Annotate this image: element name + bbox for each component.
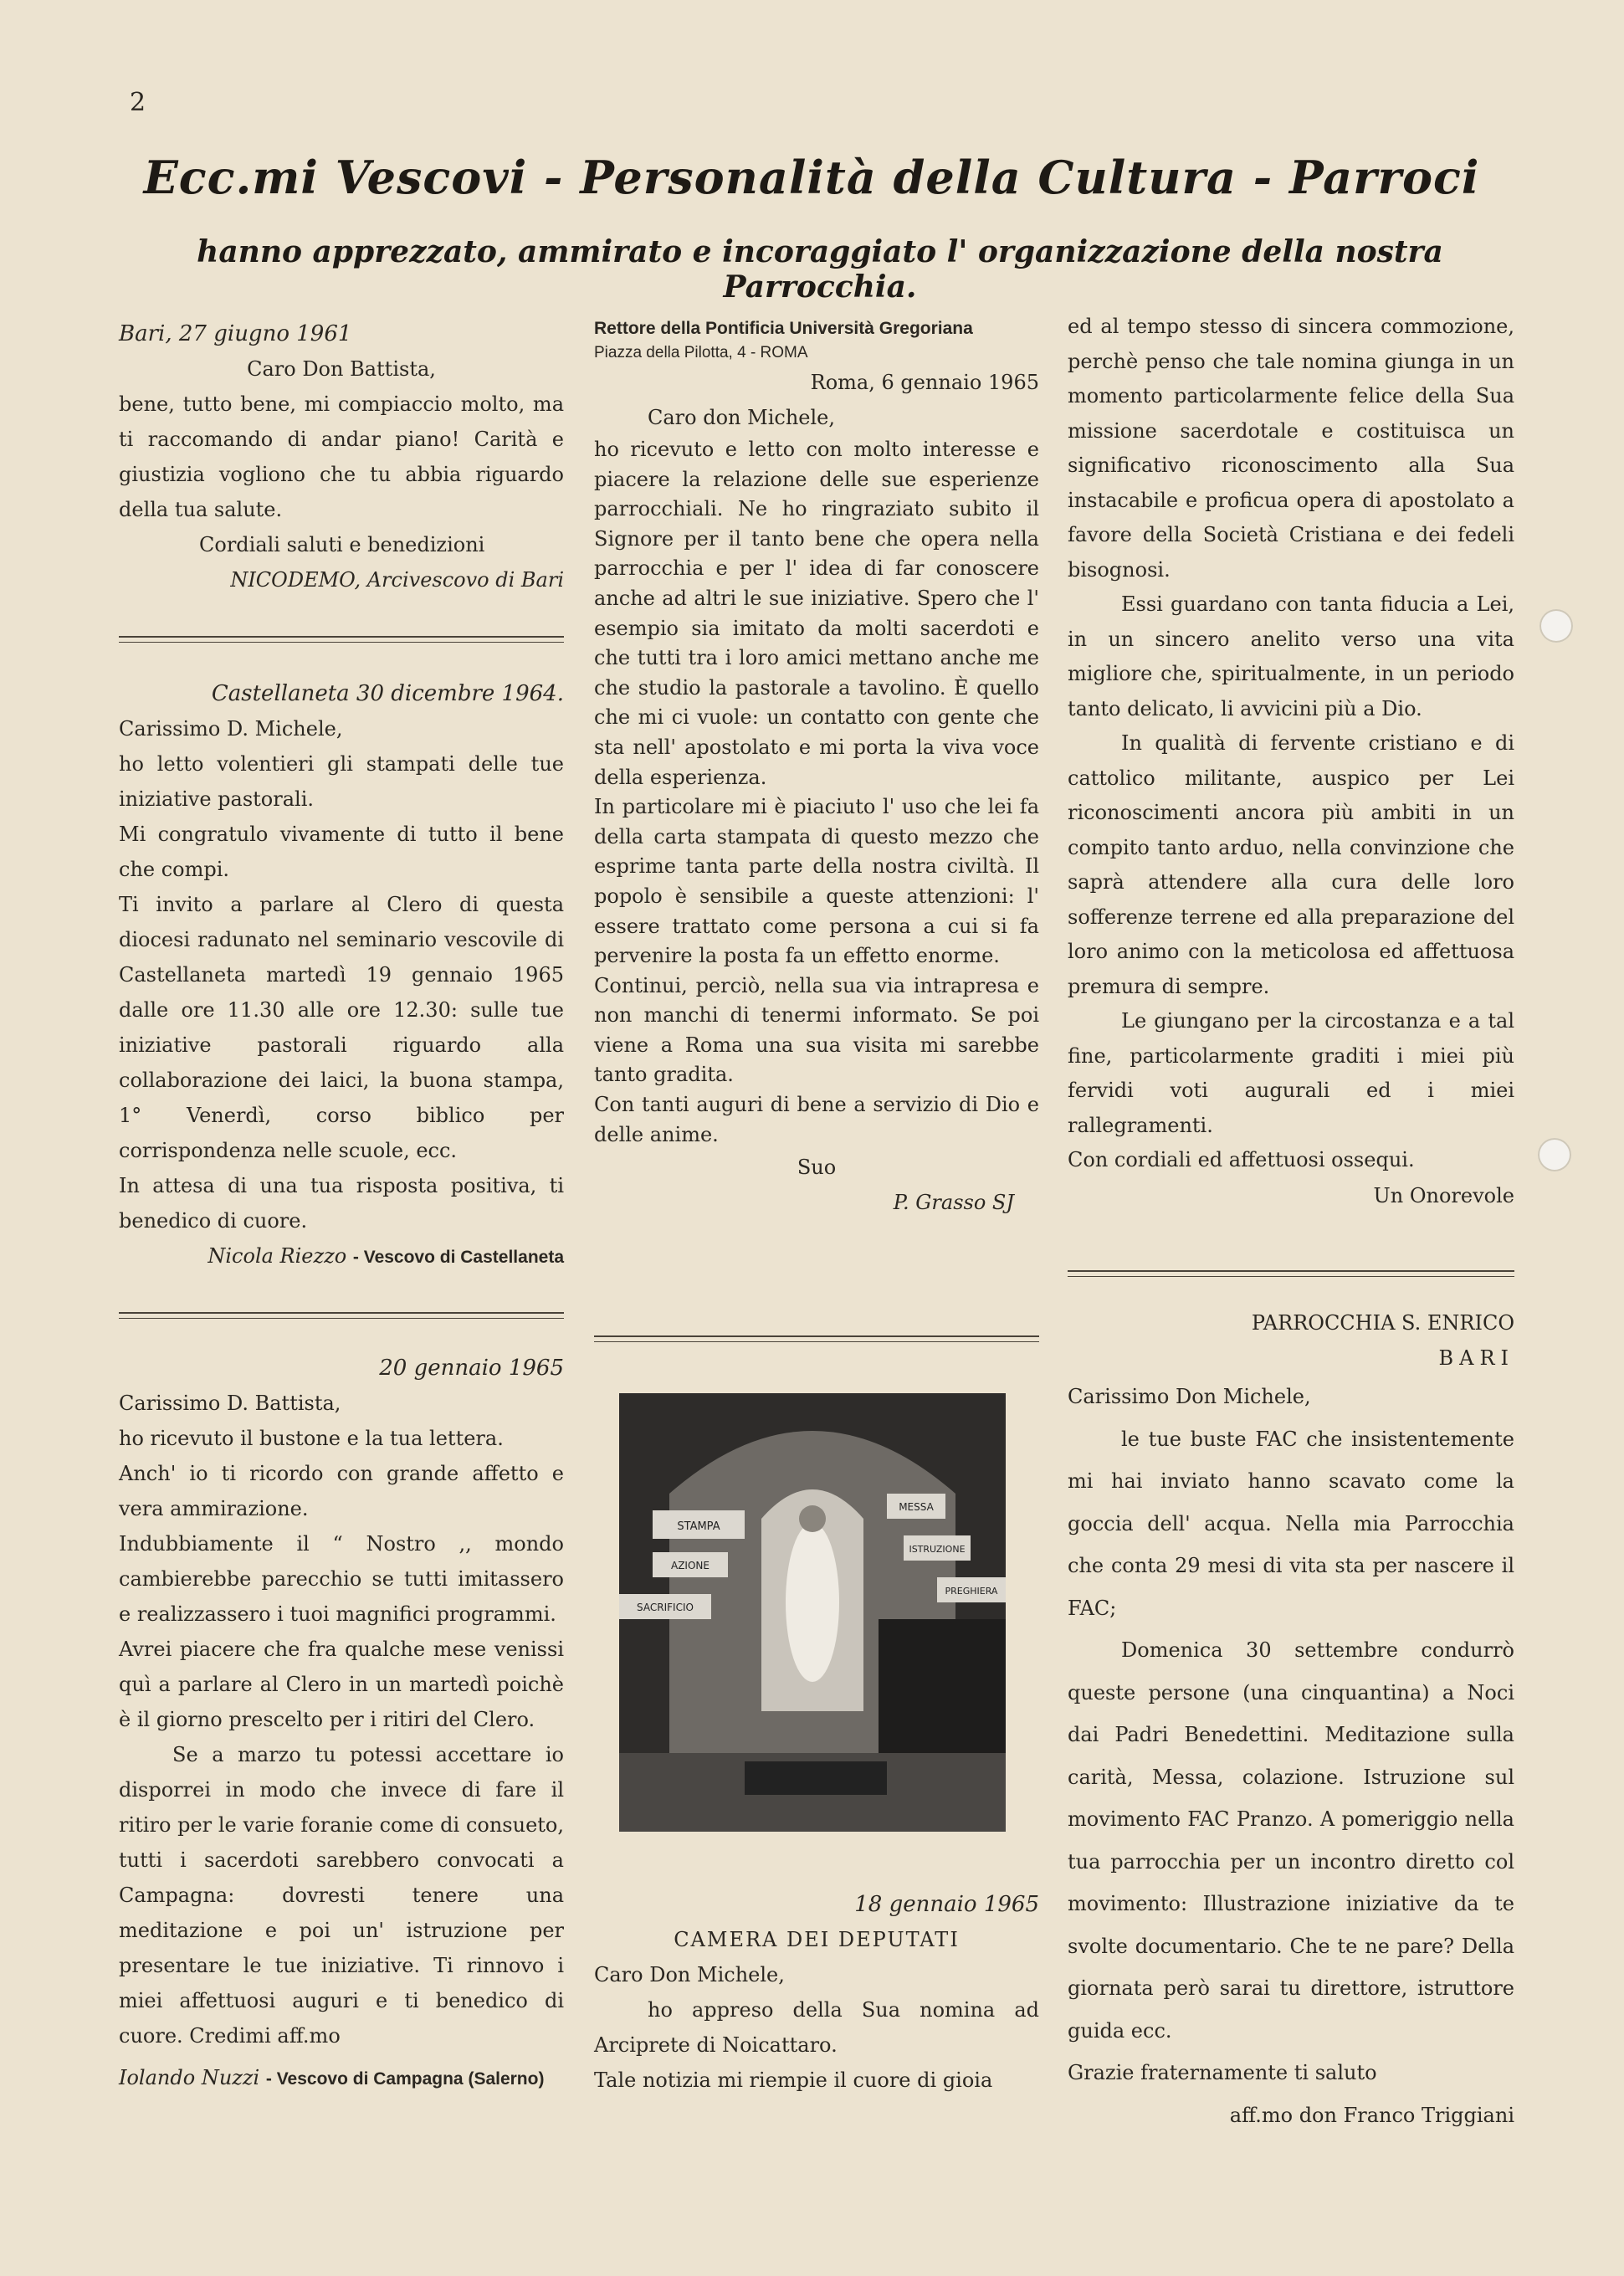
sign-label: SACRIFICIO [637,1602,694,1613]
letter-signature: aff.mo don Franco Triggiani [1229,2103,1514,2127]
letterhead-address: Piazza della Pilotta, 4 - ROMA [594,344,808,361]
letter-date: Castellaneta 30 dicembre 1964. [211,681,564,706]
letter-body: Continui, perciò, nella sua via intrapresa e non manchi di tenermi informato. Se poi viene a Roma una sua visita mi sarebbe tanto gradita. [594,973,1039,1087]
signature-title: - Vescovo di Campagna (Salerno) [265,2069,545,2089]
letter-body: In attesa di una tua risposta positiva, ti benedico di cuore. [119,1174,564,1233]
sign-label: PREGHIERA [945,1586,998,1597]
binder-hole [1539,609,1573,643]
letter-body: Se a marzo tu potessi accettare io disporrei in modo che invece di fare il ritiro per le varie foranie come di consueto, tutti i sacerdoti sarebbero convocati a Campagna: dovresti tenere una meditazione e poi un' istruzione per presentare le tue iniziative. Ti rinnovo i miei affettuosi auguri e ti benedico di cuore. Credimi aff.mo [119,1743,564,2048]
column-2 [594,316,1039,2140]
letter-salutation: Caro don Michele, [648,406,835,429]
divider [119,1312,564,1319]
letter-closing: Suo [797,1156,837,1180]
letter-salutation: Carissimo Don Michele, [1068,1385,1311,1408]
letter-camera [594,1887,1039,2098]
letter-date: Bari, 27 giugno 1961 [119,321,352,346]
letter-date: Roma, 6 gennaio 1965 [810,371,1039,394]
letter-heading: CAMERA DEI DEPUTATI [674,1928,960,1951]
letter-body: In particolare mi è piaciuto l' uso che lei fa della carta stampata di questo mezzo che esprime tanta parte della nostra civiltà. Il popolo è sensibile a queste attenzioni: l' essere trattato come persona a cui si fa pervenire la posta fa un effetto enorme. [594,795,1039,968]
letter-signature: P. Grasso SJ [893,1191,1014,1215]
letter-signature: NICODEMO, Arcivescovo di Bari [230,568,564,592]
letter-body: Le giungano per la circostanza e a tal fine, particolarmente graditi i miei più fervidi voti augurali ed i miei rallegramenti. [1068,1009,1514,1137]
letter-heading: BARI [1438,1346,1514,1370]
letter-body: Con tanti auguri di bene a servizio di Dio e delle anime. [594,1093,1039,1146]
signature-name: Nicola Riezzo [207,1244,347,1268]
letter-body: Mi congratulo vivamente di tutto il bene che compi. [119,823,564,881]
sign-label: STAMPA [677,1520,720,1533]
letter-salutation: Carissimo D. Michele, [119,717,343,741]
letter-signature: Un Onorevole [1373,1183,1514,1207]
letter-body: ho letto volentieri gli stampati delle tue iniziative pastorali. [119,752,564,811]
letter-body: ed al tempo stesso di sincera commozione, perchè penso che tale nomina giunga in un momento particolarmente felice della Sua missione sacerdotale e costituisca un significativo riconoscimento alla Sua instacabile e proficua opera di apostolato a favore della Società Cristiana e dei fedeli bisognosi. [1068,315,1514,582]
letter-body: ho appreso della Sua nomina ad Arciprete di Noicattaro. [594,1998,1039,2057]
letter-date: 18 gennaio 1965 [854,1892,1039,1917]
column-2-lower [594,1887,1039,2138]
letter-closing: Con cordiali ed affettuosi ossequi. [1068,1148,1415,1171]
church-photo [619,1393,1006,1832]
letter-gregoriana [594,316,1039,1220]
signature-name: Iolando Nuzzi [119,2066,260,2089]
signature-title: - Vescovo di Castellaneta [352,1248,564,1267]
sign-label: MESSA [899,1501,934,1513]
letter-body: bene, tutto bene, mi compiaccio molto, ma ti raccomando di andar piano! Carità e giustizia vogliono che tu abbia riguardo della tua salute. [119,392,564,521]
divider [594,1335,1039,1342]
letter-body: Anch' io ti ricordo con grande affetto e vera ammirazione. [119,1462,564,1520]
divider [119,636,564,643]
sign-label: ISTRUZIONE [909,1544,966,1555]
page-subtitle: hanno apprezzato, ammirato e incoraggiato l' organizzazione della nostra Parrocchia. [197,234,1443,305]
letter-closing: Cordiali saluti e benedizioni [199,533,485,556]
divider [1068,1270,1514,1277]
photo-icon [619,1393,1006,1832]
column-1 [119,316,564,2140]
page-title: Ecc.mi Vescovi - Personalità della Cultura - Parroci [143,151,1480,204]
letter-body: Domenica 30 settembre condurrò queste persone (una cinquantina) a Noci dai Padri Benedettini. Meditazione sulla carità, Messa, colazione. Istruzione sul movimento FAC Pranzo. A pomeriggio nella tua parrocchia per un incontro diretto col movimento: Illustrazione iniziative da te svolte documentario. Che te ne pare? Della giornata però sarai tu direttore, istruttore guida ecc. [1068,1638,1514,2043]
letter-body: In qualità di fervente cristiano e di cattolico militante, auspico per Lei riconoscimenti ancora più ambiti in un compito tanto arduo, nella convinzione che saprà attendere alla cura delle loro sofferenze terrene ed alla preparazione del loro animo con la meticolosa ed affettuosa premura di sempre. [1068,731,1514,998]
letter-salutation: Caro Don Battista, [247,357,436,381]
letter-date: 20 gennaio 1965 [379,1356,564,1381]
letter-salutation: Caro Don Michele, [594,1963,785,1986]
letter-body: Avrei piacere che fra qualche mese venissi quì a parlare al Clero in un martedì poichè è il giorno prescelto per i ritiri del Clero. [119,1638,564,1731]
letterhead-line: Rettore della Pontificia Università Gregoriana [594,319,973,338]
letter-body: le tue buste FAC che insistentemente mi hai inviato hanno scavato come la goccia dell' acqua. Nella mia Parrocchia che conta 29 mesi di vita sta per nascere il FAC; [1068,1427,1514,1620]
letter-parrocchia [1068,1305,1514,2136]
letter-body: ho ricevuto il bustone e la tua lettera. [119,1427,504,1450]
letter-salutation: Carissimo D. Battista, [119,1392,341,1415]
letter-castellaneta [119,676,564,1275]
column-3 [1068,310,1514,2142]
letter-campagna [119,1351,564,2097]
sign-label: AZIONE [671,1560,710,1571]
page-number: 2 [130,88,146,117]
letter-body: ho ricevuto e letto con molto interesse e piacere la relazione delle sue esperienze parrocchiali. Ne ho ringraziato subito il Signore per il tanto bene che opera nella parrocchia e per l' idea di far conoscere anche ad altri le sue iniziative. Spero che l' esempio sia imitato da molti sacerdoti e che tutti tra i loro amici mettano anche me che studio la pastorale a tavolino. È quello che mi ci vuole: un contatto con gente che sta nell' apostolato e mi porta la viva voce della esperienza. [594,438,1039,789]
letter-camera-continued [1068,310,1514,1213]
letter-body: Essi guardano con tanta fiducia a Lei, in un sincero anelito verso una vita migliore che, spiritualmente, in un periodo tanto delicato, li avvicini più a Dio. [1068,592,1514,720]
letter-bari [119,316,564,597]
letter-closing: Grazie fraternamente ti saluto [1068,2061,1377,2084]
letter-body: Indubbiamente il “ Nostro ,, mondo cambierebbe parecchio se tutti imitassero e realizzassero i tuoi magnifici programmi. [119,1532,564,1626]
letter-body: Tale notizia mi riempie il cuore di gioia [594,2068,993,2092]
letter-body: Ti invito a parlare al Clero di questa diocesi radunato nel seminario vescovile di Castellaneta martedì 19 gennaio 1965 dalle ore 11.30 alle ore 12.30: sulle tue iniziative pastorali riguardo alla collaborazione dei laici, la buona stampa, 1° Venerdì, corso biblico per corrispondenza nelle scuole, ecc. [119,893,564,1162]
binder-hole [1538,1138,1571,1171]
letter-heading: PARROCCHIA S. ENRICO [1251,1311,1514,1335]
